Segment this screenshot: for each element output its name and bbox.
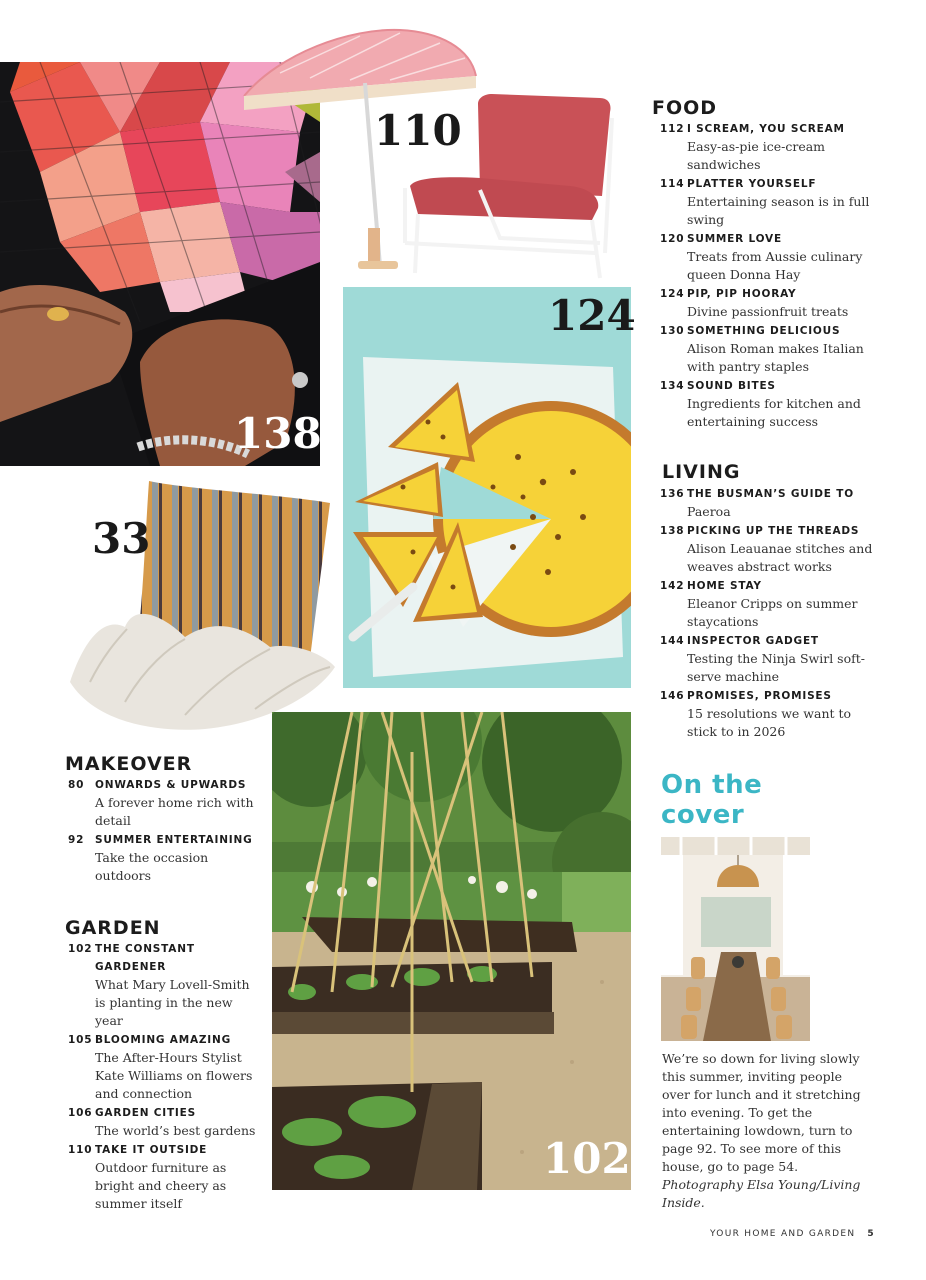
toc-entry[interactable] — [68, 1141, 263, 1213]
entry-page-number: 146 — [660, 690, 685, 702]
entry-description: The world’s best gardens — [95, 1123, 256, 1138]
entry-description: Alison Roman makes Italian with pantry staples — [687, 341, 864, 374]
page-footer — [710, 1229, 875, 1239]
entry-page-number: 105 — [68, 1034, 93, 1046]
toc-entry[interactable] — [660, 377, 875, 431]
garden-page-number: 102 — [543, 1134, 631, 1183]
entry-description: The After-Hours Stylist Kate Williams on flowers and connection — [95, 1050, 253, 1101]
entry-page-number: 120 — [660, 233, 685, 245]
entry-description: Paeroa — [687, 504, 731, 519]
cover-title-line-1: On the — [661, 770, 763, 800]
on-the-cover-title — [661, 770, 762, 830]
entry-title: SUMMER LOVE — [687, 233, 782, 245]
entry-page-number: 144 — [660, 635, 685, 647]
toc-entry[interactable] — [68, 1031, 263, 1103]
living-entries — [660, 485, 875, 742]
entry-title: TAKE IT OUTSIDE — [95, 1144, 208, 1156]
entry-title: I SCREAM, YOU SCREAM — [687, 123, 845, 135]
tart-page-number: 124 — [548, 291, 636, 340]
entry-title: SOMETHING DELICIOUS — [687, 325, 841, 337]
cover-title-line-2: cover — [661, 800, 745, 830]
entry-page-number: 134 — [660, 380, 685, 392]
umbrella-and-armchair-photo — [240, 28, 625, 286]
garden-entries — [68, 940, 263, 1214]
entry-page-number: 114 — [660, 178, 685, 190]
entry-page-number: 106 — [68, 1107, 93, 1119]
toc-entry[interactable] — [660, 687, 875, 741]
toc-entry[interactable] — [660, 120, 875, 174]
toc-entry[interactable] — [660, 632, 875, 686]
umbrella-page-number: 110 — [374, 106, 462, 155]
entry-title: PROMISES, PROMISES — [687, 690, 832, 702]
food-section-title: FOOD — [652, 97, 718, 119]
passionfruit-tart-photo — [343, 287, 631, 688]
toc-entry[interactable] — [68, 1104, 263, 1140]
entry-description: Entertaining season is in full swing — [687, 194, 870, 227]
cushion-page-number: 33 — [92, 514, 151, 563]
entry-page-number: 124 — [660, 288, 685, 300]
toc-entry[interactable] — [660, 175, 875, 229]
toc-entry[interactable] — [660, 230, 875, 284]
vegetable-garden-photo — [272, 712, 631, 1190]
entry-page-number: 92 — [68, 834, 85, 846]
entry-description: 15 resolutions we want to stick to in 2026 — [687, 706, 852, 739]
toc-entry[interactable] — [660, 485, 875, 521]
makeover-entries — [68, 776, 263, 886]
toc-entry[interactable] — [660, 522, 875, 576]
entry-page-number: 80 — [68, 779, 85, 791]
toc-entry[interactable] — [68, 831, 263, 885]
entry-title: HOME STAY — [687, 580, 762, 592]
entry-page-number: 136 — [660, 488, 685, 500]
toc-entry[interactable] — [68, 776, 263, 830]
entry-description: What Mary Lovell-Smith is planting in the new year — [95, 977, 250, 1028]
entry-title: BLOOMING AMAZING — [95, 1034, 232, 1046]
toc-entry[interactable] — [68, 940, 263, 1030]
photo-credit: Photography Elsa Young/Living Inside. — [662, 1177, 861, 1210]
entry-title: INSPECTOR GADGET — [687, 635, 819, 647]
entry-description: Easy-as-pie ice-cream sandwiches — [687, 139, 826, 172]
living-section-title: LIVING — [662, 461, 741, 483]
garden-section-title: GARDEN — [65, 917, 161, 939]
toc-entry[interactable] — [660, 577, 875, 631]
cover-dining-room-photo — [661, 837, 810, 1041]
entry-page-number: 112 — [660, 123, 685, 135]
toc-entry[interactable] — [660, 322, 875, 376]
entry-description: Treats from Aussie culinary queen Donna Hay — [687, 249, 863, 282]
food-entries — [660, 120, 875, 432]
entry-description: Outdoor furniture as bright and cheery as summer itself — [95, 1160, 227, 1211]
entry-title: SOUND BITES — [687, 380, 776, 392]
entry-title: SUMMER ENTERTAINING — [95, 834, 253, 846]
makeover-section-title: MAKEOVER — [65, 753, 193, 775]
entry-description: A forever home rich with detail — [95, 795, 254, 828]
cover-body-text: We’re so down for living slowly this summer, inviting people over for lunch and it stretching into evening. To get the entertaining lowdown, turn to page 92. To see more of this house, go to page 54. — [662, 1051, 861, 1174]
entry-title: PIP, PIP HOORAY — [687, 288, 797, 300]
entry-title: THE CONSTANT GARDENER — [95, 943, 195, 973]
entry-description: Eleanor Cripps on summer staycations — [687, 596, 858, 629]
entry-title: PLATTER YOURSELF — [687, 178, 817, 190]
entry-title: GARDEN CITIES — [95, 1107, 196, 1119]
folio-page-number: 5 — [867, 1229, 875, 1239]
entry-description: Take the occasion outdoors — [95, 850, 209, 883]
entry-title: THE BUSMAN’S GUIDE TO — [687, 488, 854, 500]
entry-description: Alison Leauanae stitches and weaves abstract works — [687, 541, 873, 574]
cover-description — [662, 1050, 867, 1212]
entry-title: PICKING UP THE THREADS — [687, 525, 860, 537]
entry-description: Testing the Ninja Swirl soft-serve machine — [687, 651, 865, 684]
magazine-name: YOUR HOME AND GARDEN — [710, 1229, 856, 1239]
toc-entry[interactable] — [660, 285, 875, 321]
entry-page-number: 138 — [660, 525, 685, 537]
entry-page-number: 142 — [660, 580, 685, 592]
entry-page-number: 110 — [68, 1144, 93, 1156]
entry-title: ONWARDS & UPWARDS — [95, 779, 247, 791]
entry-page-number: 130 — [660, 325, 685, 337]
entry-description: Divine passionfruit treats — [687, 304, 849, 319]
embroidery-page-number: 138 — [234, 409, 322, 458]
entry-description: Ingredients for kitchen and entertaining success — [687, 396, 861, 429]
entry-page-number: 102 — [68, 943, 93, 955]
